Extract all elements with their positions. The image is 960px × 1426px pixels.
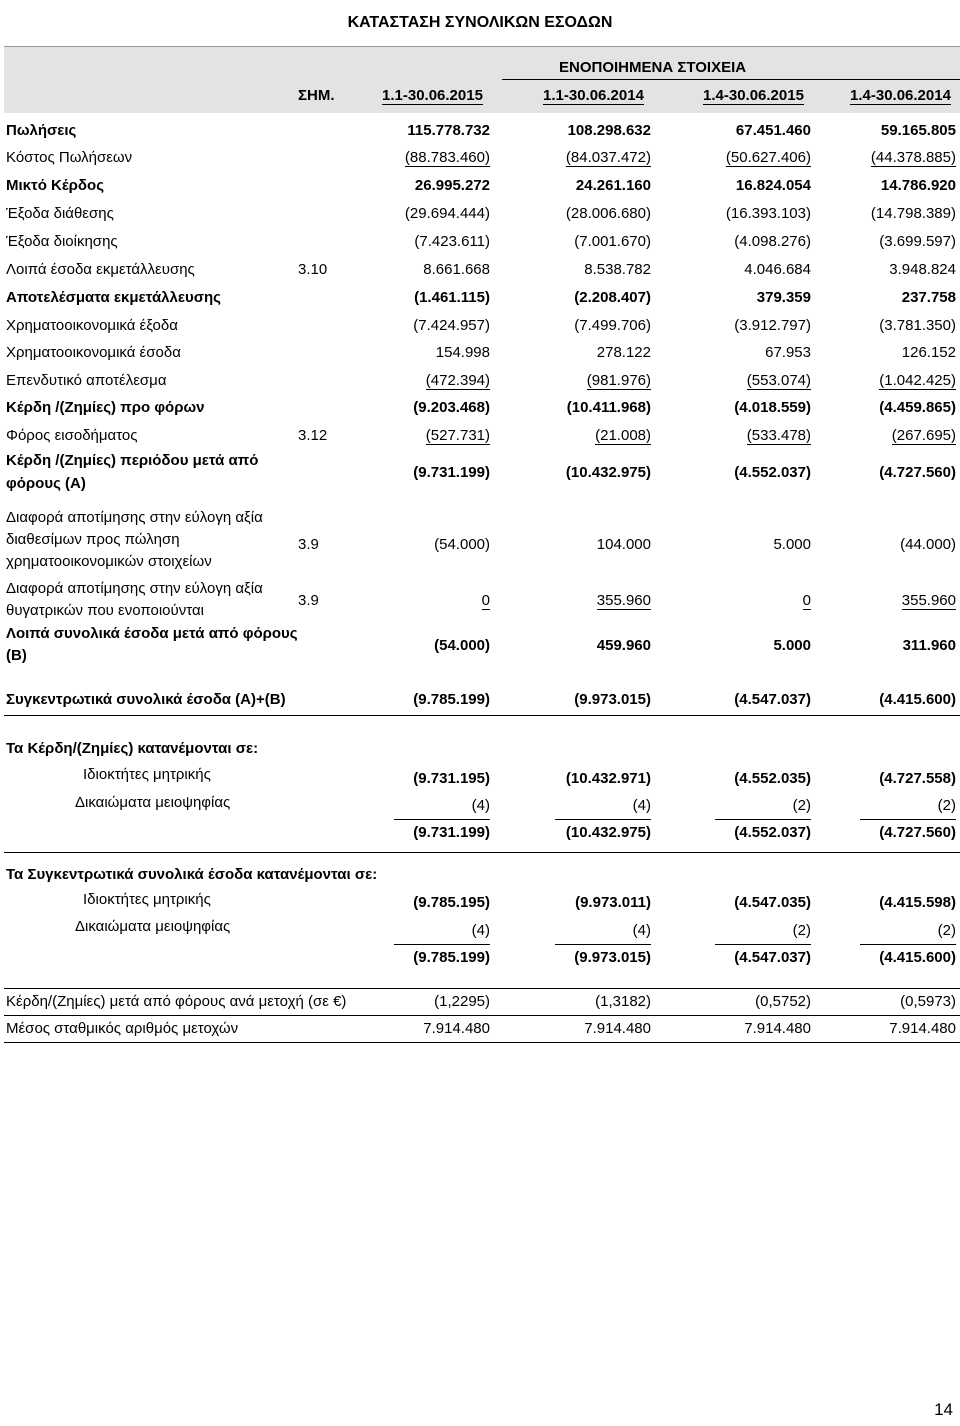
alloc1-owners-value: (9.731.195) [413, 770, 490, 787]
row-value: 237.758 [901, 289, 956, 306]
row-value: (3.781.350) [879, 317, 956, 334]
period-header-2: 1.1-30.06.2014 [543, 87, 644, 104]
eps-bottom-rule [4, 1015, 960, 1016]
row-value: (7.001.670) [574, 233, 651, 250]
row-label: Πωλήσεις [6, 122, 77, 139]
row-label: θυγατρικών που ενοποιούνται [6, 602, 204, 619]
row-label: Έξοδα διοίκησης [6, 233, 118, 250]
row-label: Μικτό Κέρδος [6, 177, 104, 194]
row-value: 4.046.684 [744, 261, 811, 278]
page-number: 14 [934, 1400, 953, 1419]
row-value: (7.423.611) [414, 233, 490, 250]
row-label: Διαφορά αποτίμησης στην εύλογη αξία [6, 509, 263, 526]
row-value: (4.459.865) [879, 399, 956, 416]
row-value: (14.798.389) [870, 205, 956, 222]
row-note: 3.12 [298, 427, 328, 444]
row-value: 24.261.160 [575, 177, 651, 194]
row-label: (Β) [6, 647, 27, 664]
row-value: (4.098.276) [734, 233, 811, 250]
row-value: (28.006.680) [565, 205, 651, 222]
row-label: Χρηματοοικονομικά έσοδα [6, 344, 181, 361]
row-value: (981.976) [586, 372, 651, 389]
note-column-header: ΣΗΜ. [298, 87, 335, 104]
row-value: (4.547.037) [734, 691, 811, 708]
alloc2-minority-value: (4) [632, 922, 651, 939]
alloc1-minority-value: (2) [792, 797, 811, 814]
alloc2-owners-label: Ιδιοκτήτες μητρικής [83, 891, 211, 908]
alloc2-heading: Τα Συγκεντρωτικά συνολικά έσοδα κατανέμονται σε: [6, 866, 378, 883]
row-value: (267.695) [891, 427, 956, 444]
row-value: 154.998 [435, 344, 490, 361]
row-value: 67.451.460 [735, 122, 811, 139]
statement-title: ΚΑΤΑΣΤΑΣΗ ΣΥΝΟΛΙΚΩΝ ΕΣΟΔΩΝ [347, 14, 613, 31]
row-value: 8.538.782 [584, 261, 651, 278]
group-header-rule [502, 79, 960, 80]
row-label: Επενδυτικό αποτέλεσμα [6, 372, 167, 389]
group-header: ΕΝΟΠΟΙΗΜΕΝΑ ΣΤΟΙΧΕΙΑ [559, 59, 747, 76]
row-value: (1.461.115) [414, 289, 490, 306]
row-label: Διαφορά αποτίμησης στην εύλογη αξία [6, 580, 263, 597]
alloc1-total-value: (10.432.975) [565, 824, 651, 841]
alloc2-subtotal-rule [715, 944, 811, 945]
row-value: 0 [481, 592, 490, 609]
row-note: 3.10 [298, 261, 328, 278]
row-value: 5.000 [773, 536, 811, 553]
row-value: (7.424.957) [413, 317, 490, 334]
row-value: (44.378.885) [870, 149, 956, 166]
row-value: (54.000) [434, 536, 490, 553]
shares-value: 7.914.480 [584, 1020, 651, 1037]
row-value: 104.000 [596, 536, 651, 553]
alloc1-total-value: (9.731.199) [413, 824, 490, 841]
row-value: 115.778.732 [407, 122, 490, 139]
shares-bottom-rule [4, 1042, 960, 1043]
row-label: φόρους (Α) [6, 475, 86, 492]
alloc2-minority-label: Δικαιώματα μειοψηφίας [75, 918, 231, 935]
alloc1-subtotal-rule [715, 819, 811, 820]
alloc1-owners-value: (4.552.035) [734, 770, 811, 787]
row-value: (533.478) [746, 427, 811, 444]
period-header-4: 1.4-30.06.2014 [850, 87, 951, 104]
alloc1-heading: Τα Κέρδη/(Ζημίες) κατανέμονται σε: [6, 740, 259, 757]
row-value: 5.000 [773, 637, 811, 654]
shares-value: 7.914.480 [423, 1020, 490, 1037]
row-label: Φόρος εισοδήματος [6, 427, 138, 444]
alloc2-subtotal-rule [555, 944, 651, 945]
row-label: Κέρδη /(Ζημίες) περιόδου μετά από [6, 452, 259, 469]
row-value: (9.973.015) [574, 691, 651, 708]
row-value: (16.393.103) [725, 205, 811, 222]
row-label: Συγκεντρωτικά συνολικά έσοδα (Α)+(Β) [6, 691, 286, 708]
row-label: Κέρδη /(Ζημίες) προ φόρων [6, 399, 205, 416]
alloc1-owners-value: (4.727.558) [879, 770, 956, 787]
eps-value: (0,5973) [900, 993, 956, 1010]
period-header-3: 1.4-30.06.2015 [703, 87, 804, 104]
row-value: (21.008) [595, 427, 651, 444]
row-value: 8.661.668 [423, 261, 490, 278]
alloc2-owners-value: (9.785.195) [413, 894, 490, 911]
row-value: (527.731) [425, 427, 490, 444]
eps-top-rule [4, 988, 960, 989]
row-value: 278.122 [596, 344, 651, 361]
row-value: 355.960 [596, 592, 651, 609]
row-value: (4.415.600) [879, 691, 956, 708]
alloc1-subtotal-rule [394, 819, 490, 820]
row-label: Έξοδα διάθεσης [6, 205, 114, 222]
row-value: 355.960 [901, 592, 956, 609]
alloc2-owners-value: (4.415.598) [879, 894, 956, 911]
row-value: (44.000) [900, 536, 956, 553]
alloc2-minority-value: (2) [792, 922, 811, 939]
row-label: Αποτελέσματα εκμετάλλευσης [6, 289, 221, 306]
alloc1-subtotal-rule [555, 819, 651, 820]
alloc2-owners-value: (9.973.011) [575, 894, 651, 911]
shares-label: Μέσος σταθμικός αριθμός μετοχών [6, 1020, 239, 1037]
row-value: (2.208.407) [574, 289, 651, 306]
row-value: (3.912.797) [734, 317, 811, 334]
row-value: 26.995.272 [414, 177, 490, 194]
row-value: (553.074) [746, 372, 811, 389]
row-note: 3.9 [298, 536, 319, 553]
row-value: (50.627.406) [725, 149, 811, 166]
row-value: (10.432.975) [565, 464, 651, 481]
eps-label: Κέρδη/(Ζημίες) μετά από φόρους ανά μετοχή (σε €) [6, 993, 347, 1010]
row-label: Χρηματοοικονομικά έξοδα [6, 317, 178, 334]
row-label: διαθεσίμων προς πώληση [6, 531, 180, 548]
row-label: Λοιπά έσοδα εκμετάλλευσης [6, 261, 195, 278]
alloc2-total-value: (4.415.600) [879, 949, 956, 966]
alloc1-subtotal-rule [860, 819, 956, 820]
row-value: 3.948.824 [889, 261, 956, 278]
row-value: 459.960 [596, 637, 651, 654]
shares-value: 7.914.480 [889, 1020, 956, 1037]
row-value: 59.165.805 [880, 122, 956, 139]
eps-value: (1,2295) [434, 993, 490, 1010]
alloc1-bottom-rule [4, 852, 960, 853]
row-value: 126.152 [901, 344, 956, 361]
alloc2-total-value: (9.973.015) [574, 949, 651, 966]
row-value: (7.499.706) [574, 317, 651, 334]
alloc2-minority-value: (4) [471, 922, 490, 939]
row-label: Λοιπά συνολικά έσοδα μετά από φόρους [6, 625, 298, 642]
row-value: (84.037.472) [565, 149, 651, 166]
alloc1-owners-value: (10.432.971) [565, 770, 651, 787]
shares-value: 7.914.480 [744, 1020, 811, 1037]
alloc2-subtotal-rule [394, 944, 490, 945]
row-value: 379.359 [756, 289, 811, 306]
row-value: 16.824.054 [735, 177, 811, 194]
alloc2-minority-value: (2) [937, 922, 956, 939]
row-label: Κόστος Πωλήσεων [6, 149, 133, 166]
row-value: (4.018.559) [734, 399, 811, 416]
alloc1-minority-value: (2) [937, 797, 956, 814]
alloc2-subtotal-rule [860, 944, 956, 945]
alloc2-owners-value: (4.547.035) [734, 894, 811, 911]
row-value: 14.786.920 [880, 177, 956, 194]
row-value: (3.699.597) [879, 233, 956, 250]
alloc1-total-value: (4.552.037) [734, 824, 811, 841]
alloc1-minority-label: Δικαιώματα μειοψηφίας [75, 794, 231, 811]
row-value: (9.203.468) [413, 399, 490, 416]
row-value: 108.298.632 [567, 122, 651, 139]
alloc1-owners-label: Ιδιοκτήτες μητρικής [83, 766, 211, 783]
row-value: (54.000) [434, 637, 490, 654]
row-value: (9.785.199) [413, 691, 490, 708]
total-comprehensive-rule [4, 715, 960, 716]
period-header-1: 1.1-30.06.2015 [382, 87, 483, 104]
alloc1-minority-value: (4) [471, 797, 490, 814]
alloc2-total-value: (9.785.199) [413, 949, 490, 966]
alloc1-total-value: (4.727.560) [879, 824, 956, 841]
alloc2-total-value: (4.547.037) [734, 949, 811, 966]
row-label: χρηματοοικονομικών στοιχείων [6, 553, 212, 570]
row-value: 311.960 [902, 637, 956, 654]
row-value: (9.731.199) [413, 464, 490, 481]
eps-value: (0,5752) [755, 993, 811, 1010]
row-value: (10.411.968) [566, 399, 651, 416]
row-value: 0 [802, 592, 811, 609]
row-value: (1.042.425) [879, 372, 956, 389]
row-value: (4.727.560) [879, 464, 956, 481]
row-value: (29.694.444) [404, 205, 490, 222]
row-value: (88.783.460) [404, 149, 490, 166]
row-value: 67.953 [765, 344, 811, 361]
eps-value: (1,3182) [595, 993, 651, 1010]
row-value: (4.552.037) [734, 464, 811, 481]
row-value: (472.394) [425, 372, 490, 389]
alloc1-minority-value: (4) [632, 797, 651, 814]
row-note: 3.9 [298, 592, 319, 609]
